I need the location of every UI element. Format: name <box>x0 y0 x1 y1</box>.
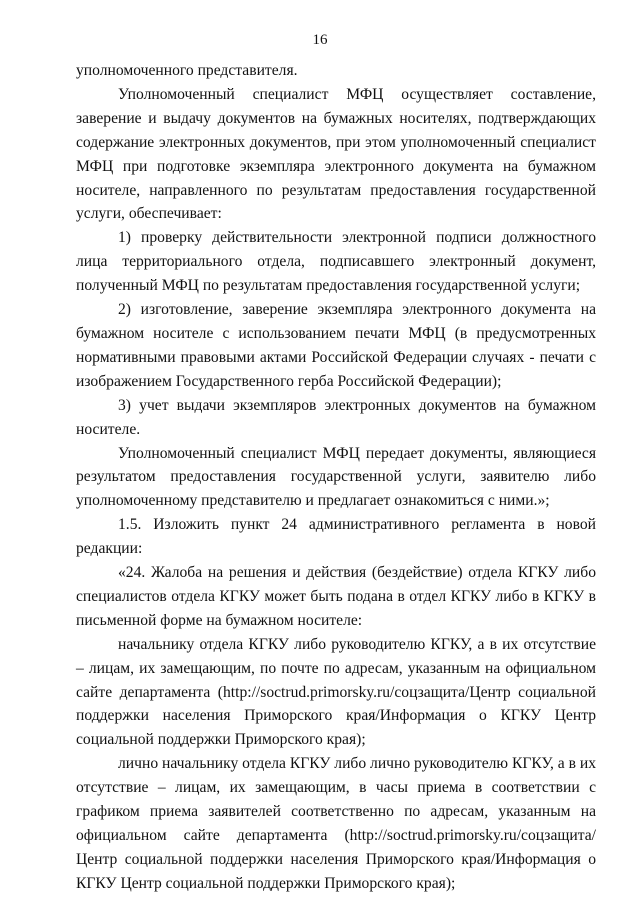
paragraph-complaint-by-mail: начальнику отдела КГКУ либо руководителю КГКУ, а в их отсутствие – лицам, их замещающим, по почте по адресам, указанным на официальном сайте департамента (http://soctrud.primorsky.ru/соцзащита/Центр социальной поддержки населения Приморского края/Информация о КГКУ Центр социальной поддержки Приморского края); <box>76 635 596 749</box>
paragraph-item-3-accounting: 3) учет выдачи экземпляров электронных документов на бумажном носителе. <box>76 396 596 438</box>
paragraph-amendment-1-5: 1.5. Изложить пункт 24 административного регламента в новой редакции: <box>76 516 596 558</box>
paragraph-item-2-certification: 2) изготовление, заверение экземпляра электронного документа на бумажном носителе с использованием печати МФЦ (в предусмотренных нормативными правовыми актами Российской Федерации случаях - печати с изображением Государственного герба Российской Федерации); <box>76 301 596 390</box>
document-body <box>76 59 596 896</box>
paragraph-complaint-in-person: лично начальнику отдела КГКУ либо лично руководителю КГКУ, а в их отсутствие – лицам, их замещающим, в часы приема в соответствии с графиком приема заявителей соответственно по адресам, указанным на официальном сайте департамента (http://soctrud.primorsky.ru/соцзащита/Центр социальной поддержки населения Приморского края/Информация о КГКУ Центр социальной поддержки Приморского края); <box>76 755 596 892</box>
page-number: 16 <box>312 32 328 48</box>
paragraph-document-handover: Уполномоченный специалист МФЦ передает документы, являющиеся результатом предоставления государственной услуги, заявителю либо уполномоченному представителю и предлагает ознакомиться с ними.»; <box>76 444 596 510</box>
paragraph-continuation: уполномоченного представителя. <box>76 62 298 79</box>
paragraph-clause-24: «24. Жалоба на решения и действия (бездействие) отдела КГКУ либо специалистов отдела КГКУ может быть подана в отдел КГКУ либо в КГКУ в письменной форме на бумажном носителе: <box>76 564 596 629</box>
paragraph-item-1-signature-check: 1) проверку действительности электронной подписи должностного лица территориального отдела, подписавшего электронный документ, полученный МФЦ по результатам предоставления государственной услуги; <box>76 229 596 295</box>
paragraph-mfc-specialist-duties: Уполномоченный специалист МФЦ осуществляет составление, заверение и выдачу документов на бумажных носителях, подтверждающих содержание электронных документов, при этом уполномоченный специалист МФЦ при подготовке экземпляра электронного документа на бумажном носителе, направленного по результатам предоставления государственной услуги, обеспечивает: <box>76 85 596 223</box>
